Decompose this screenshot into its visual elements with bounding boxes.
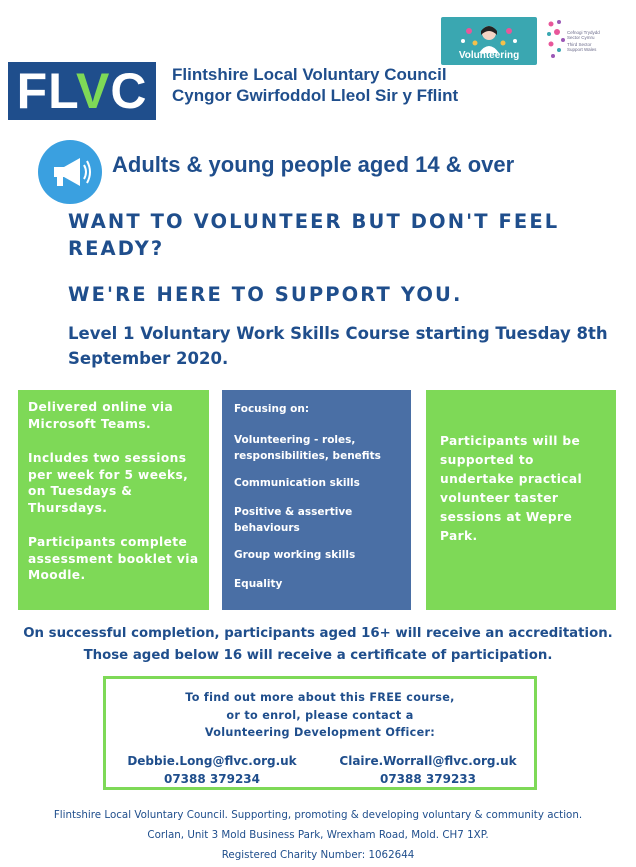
logo-text: FLVC bbox=[16, 63, 148, 119]
contact-claire bbox=[328, 752, 528, 788]
org-name-welsh: Cyngor Gwirfoddol Lleol Sir y Fflint bbox=[172, 86, 459, 105]
accreditation-line-1: On successful completion, participants aged 16+ will receive an accreditation. bbox=[23, 626, 613, 641]
support-statement: WE'RE HERE TO SUPPORT YOU. bbox=[68, 283, 463, 306]
contact-intro-line: Volunteering Development Officer: bbox=[204, 726, 436, 739]
debbie-email-link[interactable]: Debbie.Long@flvc.org.uk bbox=[127, 754, 297, 768]
tsm-line-3: Third Sector bbox=[567, 42, 592, 47]
delivery-item: Participants complete assessment booklet via Moodle. bbox=[28, 535, 199, 582]
accreditation-note bbox=[10, 623, 626, 667]
contact-intro bbox=[106, 689, 534, 742]
tsm-line-2: Sector Cymru bbox=[567, 35, 595, 40]
focus-item: Positive & assertive behaviours bbox=[234, 506, 353, 534]
megaphone-glyph bbox=[38, 140, 102, 204]
megaphone-icon bbox=[38, 140, 102, 204]
focus-item: Group working skills bbox=[234, 549, 356, 561]
course-start: Level 1 Voluntary Work Skills Course starting Tuesday 8th September 2020. bbox=[68, 324, 608, 368]
flvc-logo bbox=[8, 62, 156, 120]
footer bbox=[0, 805, 636, 865]
org-name-english: Flintshire Local Voluntary Council bbox=[172, 65, 447, 84]
footer-tagline: Flintshire Local Voluntary Council. Supporting, promoting & developing voluntary & community action. bbox=[53, 809, 583, 821]
footer-address: Corlan, Unit 3 Mold Business Park, Wrexham Road, Mold. CH7 1XP. bbox=[147, 829, 489, 841]
volunteering-badge-label: Volunteering bbox=[458, 50, 520, 61]
focus-item: Volunteering - roles, responsibilities, benefits bbox=[234, 434, 381, 462]
contact-box bbox=[103, 676, 537, 790]
focus-topics-box bbox=[222, 390, 411, 610]
contact-debbie bbox=[112, 752, 312, 788]
debbie-phone[interactable]: 07388 379234 bbox=[163, 772, 261, 786]
contact-intro-line: or to enrol, please contact a bbox=[226, 708, 414, 722]
footer-charity-number: Registered Charity Number: 1062644 bbox=[221, 849, 415, 861]
organisation-name bbox=[172, 64, 458, 106]
focus-item: Equality bbox=[234, 578, 283, 590]
accreditation-line-2: Those aged below 16 will receive a certificate of participation. bbox=[83, 648, 553, 663]
audience-heading: Adults & young people aged 14 & over bbox=[112, 152, 515, 177]
tsm-line-1: Cefnogi Trydydd bbox=[567, 30, 600, 35]
delivery-info-box bbox=[18, 390, 209, 610]
focus-item: Communication skills bbox=[234, 477, 360, 489]
delivery-item: Includes two sessions per week for 5 weeks, on Tuesdays & Thursdays. bbox=[28, 451, 189, 515]
taster-text: Participants will be supported to undertake practical volunteer taster sessions at Wepre Park. bbox=[440, 434, 583, 543]
claire-email-link[interactable]: Claire.Worrall@flvc.org.uk bbox=[339, 754, 517, 768]
taster-sessions-box bbox=[426, 390, 616, 610]
focus-heading: Focusing on: bbox=[234, 403, 310, 415]
claire-phone[interactable]: 07388 379233 bbox=[379, 772, 477, 786]
delivery-item: Delivered online via Microsoft Teams. bbox=[28, 400, 174, 431]
tsm-line-4: Support Wales bbox=[567, 47, 597, 52]
main-question: WANT TO VOLUNTEER BUT DON'T FEEL READY? bbox=[68, 210, 560, 260]
contact-intro-line: To find out more about this FREE course, bbox=[185, 691, 455, 704]
volunteering-badge bbox=[441, 17, 537, 65]
dots-cluster-icon bbox=[545, 18, 567, 62]
third-sector-support-logo bbox=[545, 18, 623, 62]
